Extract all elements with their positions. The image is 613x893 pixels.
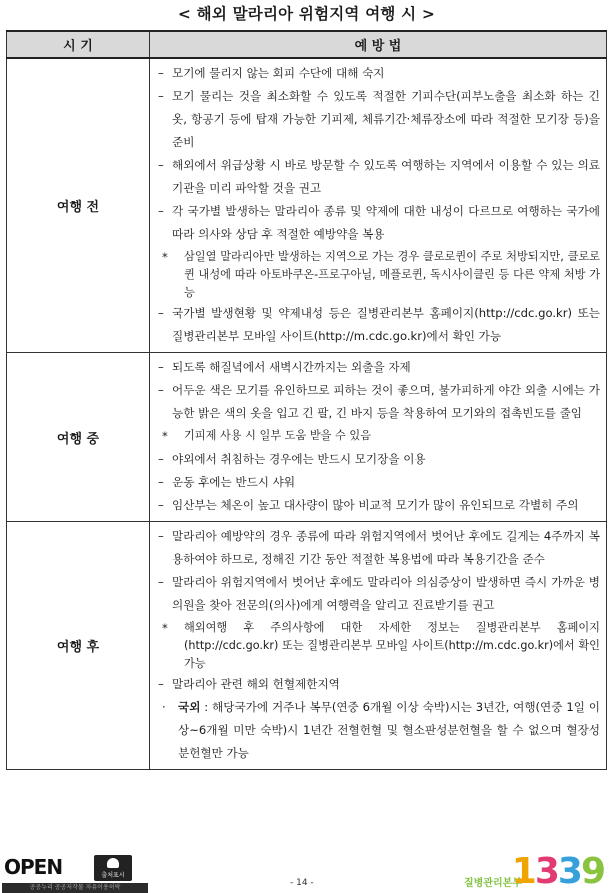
open-license-strip: 공공누리 공공저작물 자유이용허락 [2,883,148,893]
item-text: 국가별 발생현황 및 약제내성 등은 질병관리본부 홈페이지(http://cdc.go.kr) 또는 질병관리본부 모바일 사이트(http://m.cdc.go.kr)에서 확인 가능 [172,306,600,343]
page-title: < 해외 말라리아 위험지역 여행 시 > [177,5,436,23]
bullet-marker: * [162,429,168,443]
open-logo: OPEN [4,855,63,879]
note-item [158,246,600,302]
bullet-marker: – [158,498,164,512]
list-item [158,200,600,246]
bullet-marker: – [158,383,164,397]
item-text: 기피제 사용 시 일부 도움 받을 수 있음 [184,429,372,442]
item-text [178,696,600,765]
list-item [158,448,600,471]
page-number: - 14 - [290,878,314,888]
hotline-digit: 3 [557,851,581,892]
hotline-digit: 1 [511,851,535,892]
bullet-marker: – [158,575,164,589]
item-text: 임산부는 체온이 높고 대사량이 많아 비교적 모기가 많이 유인되므로 각별히 주의 [172,498,579,512]
list-item [158,62,600,85]
open-badge-label: 출처표시 [101,872,125,879]
list-item [158,696,600,765]
item-text: 해외에서 위급상황 시 바로 방문할 수 있도록 여행하는 지역에서 이용할 수 있는 의료기관을 미리 파악할 것을 권고 [172,158,600,195]
header-period: 시 기 [7,31,150,58]
bullet-marker: – [158,66,164,80]
list-item [158,673,600,696]
prevention-cell [150,58,607,353]
bullet-marker: – [158,452,164,466]
period-cell: 여행 후 [7,522,150,770]
item-text: 운동 후에는 반드시 샤워 [172,475,296,489]
bullet-marker: – [158,158,164,172]
hotline-logo [456,852,608,893]
list-item [158,85,600,154]
table-row [7,353,607,522]
item-text-rest: : 해당국가에 거주나 복무(연중 6개월 이상 숙박)시는 3년간, 여행(연중 1일 이상~6개월 미만 숙박)시 1년간 전혈헌혈 및 혈소판성분헌혈을 할 수 없으며 혈장성분헌혈만 가능 [178,700,600,760]
item-text: 해외여행 후 주의사항에 대한 자세한 정보는 질병관리본부 홈페이지(http://cdc.go.kr) 또는 질병관리본부 모바일 사이트(http://m.cdc.go.kr)에서 확인 가능 [184,621,600,670]
note-item [158,425,600,448]
period-cell: 여행 중 [7,353,150,522]
attribution-icon [94,855,132,881]
bullet-marker: · [162,700,166,714]
prevention-cell [150,353,607,522]
table-row [7,58,607,353]
table-header-row [7,31,607,58]
period-cell: 여행 전 [7,58,150,353]
hotline-number [512,852,604,892]
item-text: 삼일열 말라리아만 발생하는 지역으로 가는 경우 클로로퀸이 주로 처방되지만, 클로로퀸 내성에 따라 아토바쿠온-프로구아닐, 메플로퀸, 독시사이클린 등 다른 약제 처방 가능 [184,250,600,299]
list-item [158,494,600,517]
note-item [158,617,600,673]
item-text: 각 국가별 발생하는 말라리아 종류 및 약제에 대한 내성이 다르므로 여행하는 국가에 따라 의사와 상담 후 적절한 예방약을 복용 [172,204,600,241]
hotline-label: 질병관리본부 [464,878,522,889]
list-item [158,525,600,571]
bullet-marker: – [158,529,164,543]
item-lead: 국외 [178,700,201,714]
list-item [158,379,600,425]
prevention-cell [150,522,607,770]
list-item [158,471,600,494]
hotline-digit: 9 [580,851,604,892]
list-item [158,356,600,379]
bullet-marker: – [158,306,164,320]
list-item [158,571,600,617]
item-text: 모기에 물리지 않는 회피 수단에 대해 숙지 [172,66,385,80]
table-row [7,522,607,770]
item-text: 되도록 해질녘에서 새벽시간까지는 외출을 자제 [172,360,411,374]
bullet-marker: – [158,475,164,489]
item-text: 말라리아 예방약의 경우 종류에 따라 위험지역에서 벗어난 후에도 길게는 4주까지 복용하여야 하므로, 정해진 기간 동안 적절한 복용법에 따라 복용기간을 준수 [172,529,600,566]
open-license-badge [2,853,148,893]
item-text: 야외에서 취침하는 경우에는 반드시 모기장을 이용 [172,452,426,466]
item-text: 모기 물리는 것을 최소화할 수 있도록 적절한 기피수단(피부노출을 최소화 하는 긴 옷, 항공기 등에 탑재 가능한 기피제, 체류기간·체류장소에 따라 적절한 모기장 등)을 준비 [172,89,600,149]
list-item [158,302,600,348]
list-item [158,154,600,200]
item-text: 말라리아 위험지역에서 벗어난 후에도 말라리아 의심증상이 발생하면 즉시 가까운 병의원을 찾아 전문의(의사)에게 여행력을 알리고 진료받기를 권고 [172,575,600,612]
prevention-table [6,30,607,770]
bullet-marker: – [158,677,164,691]
header-prevention: 예 방 법 [150,31,607,58]
hotline-digit: 3 [534,851,558,892]
bullet-marker: * [162,250,168,264]
item-text: 말라리아 관련 해외 헌혈제한지역 [172,677,340,691]
item-text: 어두운 색은 모기를 유인하므로 피하는 것이 좋으며, 불가피하게 야간 외출 시에는 가능한 밝은 색의 옷을 입고 긴 팔, 긴 바지 등을 착용하여 모기와의 접촉빈도를 줄임 [172,383,600,420]
bullet-marker: – [158,360,164,374]
bullet-marker: * [162,621,168,635]
bullet-marker: – [158,89,164,103]
bullet-marker: – [158,204,164,218]
